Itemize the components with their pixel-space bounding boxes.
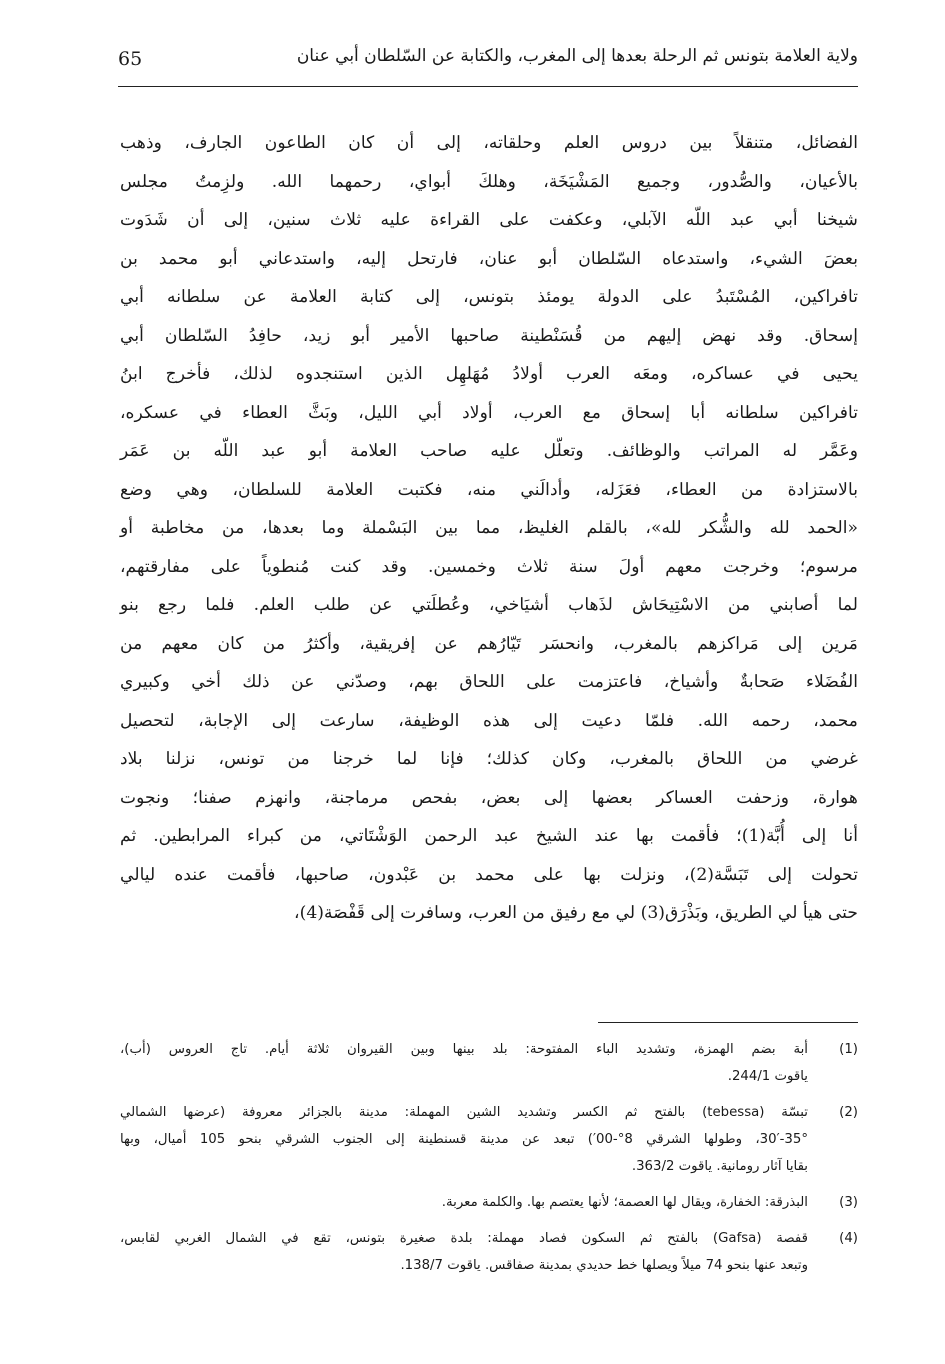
footnote-number: (4) xyxy=(839,1231,858,1246)
footnote-line: أبة بضم الهمزة، وتشديد الباء المفتوحة: بلد بينها وبين القيروان ثلاثة أيام. تاج العروس (أب)، xyxy=(120,1042,808,1057)
text-line: شيخنا أبي عبد اللّه الآبلي، وعكفت على القراءة عليه ثلاث سنين، إلى أن شَدَوت xyxy=(120,210,858,230)
footnote-number: (1) xyxy=(839,1042,858,1057)
footnote-item xyxy=(120,1036,858,1090)
footnote-line: قفصة (Gafsa) بالفتح ثم السكون فصاد مهملة: بلدة صغيرة بتونس، تقع في الشمال الغربي لقابس، xyxy=(120,1231,808,1246)
text-line: إسحاق. وقد نهض إليهم من قُسَنْطينة صاحبها الأمير أبو زيد، حافِدُ السّلطان أبي xyxy=(120,325,858,346)
footnote-line: وتبعد عنها بنحو 74 ميلاً ويصلها خط حديدي بمدينة صفاقس. ياقوت 138/7. xyxy=(400,1258,808,1273)
text-line: حتى هيأ لي الطريق، وبَذْرَق(3) لي مع رفيق من العرب، وسافرت إلى قَفْصَة(4)، xyxy=(294,903,858,923)
text-line: تافراكين، المُسْتَبدُ على الدولة يومئذ بتونس، إلى كتابة العلامة عن سلطانه أبي xyxy=(120,287,858,307)
footnote-line: بقايا آثار رومانية. ياقوت 363/2. xyxy=(631,1159,808,1174)
footnote-item xyxy=(120,1225,858,1279)
text-line: مَرين إلى مَراكزهم بالمغرب، وانحسَر تَيّارُهم عن إفريقية، وأكثرُ من كان معهم من xyxy=(120,633,858,654)
footnote-line: البذرقة: الخفارة، ويقال لها العصمة؛ لأنها يعتصم بها. والكلمة معربة. xyxy=(441,1195,808,1210)
footnote-text xyxy=(120,1036,808,1090)
text-line: هوارة، وزحفت العساكر بعضها إلى بعض، بفحص مرماجنة، وانهزم صفنا؛ ونجوت xyxy=(120,787,858,808)
footnotes xyxy=(120,1036,858,1288)
footnote-number: (2) xyxy=(839,1105,858,1120)
text-line: الفضائل، متنقلاً بين دروس العلم وحلقاته، إلى أن كان الطاعون الجارف، وذهب xyxy=(120,133,858,153)
footnote-separator xyxy=(598,1022,858,1023)
text-line: تحولت إلى تَبَسَّة(2)، ونزلت بها على محمد بن عَبْدون، صاحبها، فأقمت عنده ليالي xyxy=(120,864,858,885)
text-line: تافراكين سلطانه أبا إسحاق مع العرب، أولاد أبي الليل، وبَثَّ العطاء في عسكره، xyxy=(120,402,858,423)
footnote-item xyxy=(120,1099,858,1180)
main-text xyxy=(120,124,858,933)
footnote-item xyxy=(120,1189,858,1216)
text-line: مرسوم؛ وخرجت معهم أولَ سنة ثلاث وخمسين. وقد كنت مُنطوياً على مفارقتهم، xyxy=(120,556,858,577)
text-line: وعَمَّر له المراتب والوظائف. وتعلّل عليه صاحب العلامة أبو عبد اللّه بن عَمَر xyxy=(120,441,858,461)
footnote-line: تبسّة (tebessa) بالفتح ثم الكسر وتشديد الشين المهملة: مدينة بالجزائر معروفة (عرضها الشمالي xyxy=(120,1105,808,1120)
running-header xyxy=(118,44,858,78)
footnote-text xyxy=(120,1189,808,1216)
text-line: الفُضَلاء صَحابةٌ وأشياخ، فاعتزمت على اللحاق بهم، وصدّني عن ذلك أخي وكبيري xyxy=(120,672,858,692)
text-line: يحيى في عساكره، ومعَه العرب أولادُ مُهَلهِل الذين استنجدوه لذلك، فأخرج ابنُ xyxy=(120,364,858,384)
footnote-line: 35°-30′، وطولها الشرقي 8°-00′) تبعد عن مدينة قسنطينة إلى الجنوب الشرقي بنحو 105 أميال، وبها xyxy=(120,1132,808,1147)
footnote-text xyxy=(120,1225,808,1279)
text-line: بعضَ الشيء، واستدعاه السّلطان أبو عنان، فارتحل إليه، واستدعاني أبو محمد بن xyxy=(120,248,858,269)
text-line: محمد، رحمه الله. فلمّا دعيت إلى هذه الوظيفة، سارعت إلى الإجابة، لتحصيل xyxy=(120,710,858,731)
text-line: غرضي من اللحاق بالمغرب، وكان كذلك؛ فإنا لما خرجنا من تونس، نزلنا بلاد xyxy=(120,749,858,769)
text-line: «الحمد لله والشُّكر لله»، بالقلم الغليظ، مما بين البَسْملة وما بعدها، من مخاطبة أو xyxy=(120,518,858,538)
text-line: لما أصابني من الاسْتِيحَاش لذَهاب أشيَاخي، وعُطلَتي عن طلب العلم. فلما رجع بنو xyxy=(120,595,858,615)
footnote-line: ياقوت 244/1. xyxy=(727,1069,808,1084)
text-line: أنا إلى أُبَّة(1)؛ فأقمت بها عند الشيخ عبد الرحمن الوَشْتَاتي، من كبراء المرابطين. ثم xyxy=(120,826,858,846)
running-title: ولاية العلامة بتونس ثم الرحلة بعدها إلى المغرب، والكتابة عن السّلطان أبي عنان xyxy=(296,46,858,66)
text-line: بالاستزادة من العطاء، فعَزَله، وأدالَني منه، فكتبت العلامة للسلطان، وهي وضع xyxy=(120,479,858,500)
text-line: بالأعيان، والصُّدور، وجميع المَشْيَخَة، وهلكَ أبواي، رحمهما الله. ولزِمتُ مجلس xyxy=(120,171,858,192)
page-number: 65 xyxy=(118,48,143,70)
footnote-text xyxy=(120,1099,808,1180)
header-rule xyxy=(118,86,858,87)
footnote-number: (3) xyxy=(839,1195,858,1210)
